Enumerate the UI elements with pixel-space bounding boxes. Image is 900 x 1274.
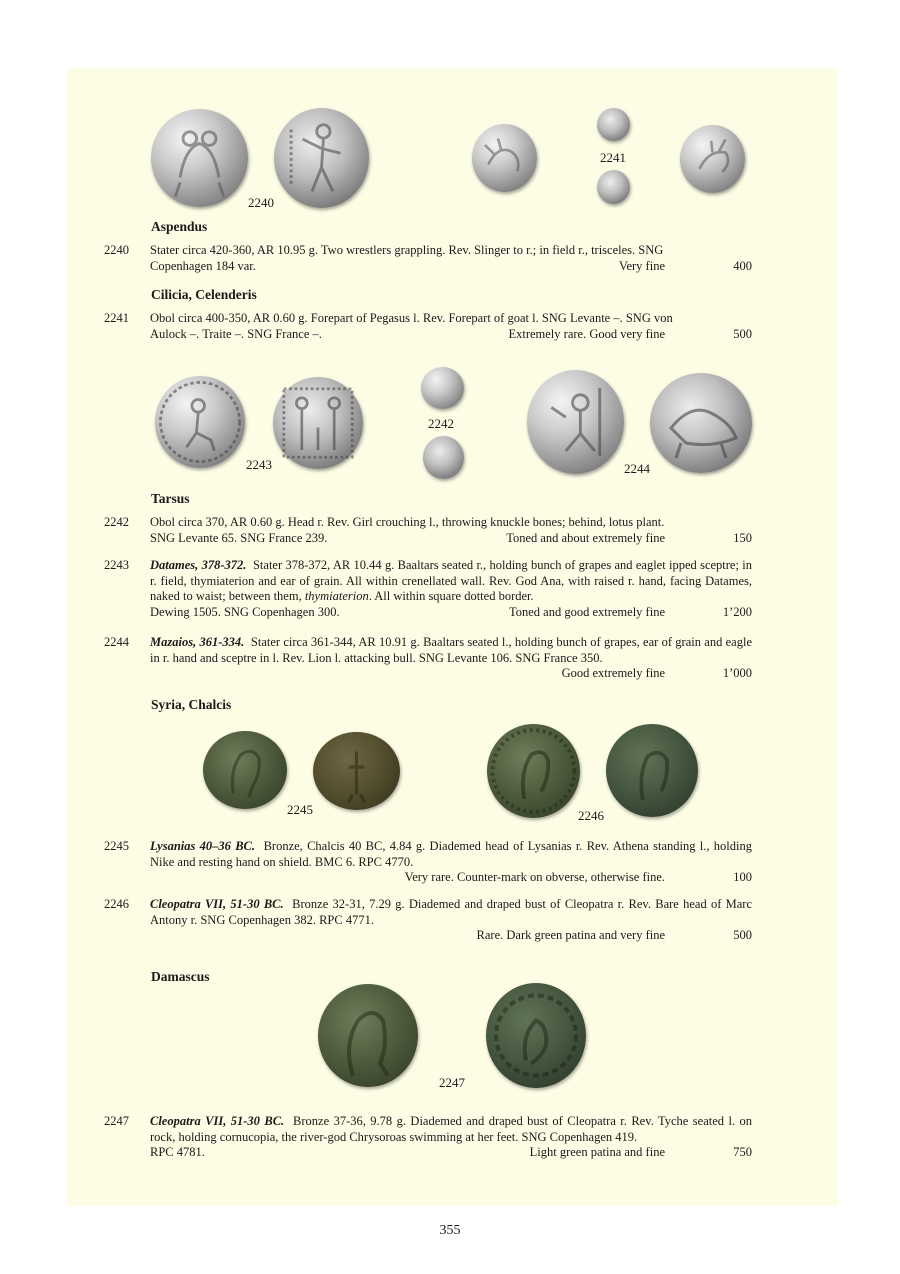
lot-grade: Toned and good extremely fine [508,604,665,619]
lot-price: 1’000 [722,666,752,680]
lot-price: 500 [733,326,752,341]
coin-2241-small-reverse [597,170,630,204]
lot-grade: Toned and about extremely fine [506,530,665,545]
coin-2244-obverse [527,370,624,474]
lot-reference: Dewing 1505. SNG Copenhagen 300. [150,604,340,619]
lot-reference: RPC 4781. [150,1145,205,1159]
coin-2245-reverse [313,732,400,810]
lot-number: 2244 [104,635,129,649]
coin-2240-reverse [274,108,369,208]
lot-reference: Copenhagen 184 var. [150,258,256,273]
lot-ruler: Mazaios, 361-334. [150,635,245,649]
coin-2247-obverse [318,984,418,1087]
lot-description: Stater circa 420-360, AR 10.95 g. Two wrestlers grappling. Rev. Slinger to r.; in field r., trisceles. SNG [150,243,664,257]
lot-price: 500 [733,928,752,942]
section-heading-tarsus: Tarsus [151,491,190,506]
lot-number: 2241 [104,311,129,325]
lot-description: Obol circa 370, AR 0.60 g. Head r. Rev. Girl crouching l., throwing knuckle bones; behind, lotus plant. [150,515,665,529]
lot-price: 400 [733,258,752,273]
lot-price: 150 [733,530,752,545]
coin-2241-large-obverse [472,124,537,192]
coin-2243-reverse [273,377,363,469]
coin-2246-reverse [606,724,698,817]
lot-number: 2245 [104,839,129,853]
lot-description: Lysanias 40–36 BC. Bronze, Chalcis 40 BC, 4.84 g. Diademed head of Lysanias r. Rev. Athena standing l., holding Nike and resting hand on shield. BMC 6. RPC 4770. [150,839,752,869]
plate-label-2244: 2244 [624,461,650,476]
section-heading-aspendus: Aspendus [151,219,208,234]
section-heading-damascus: Damascus [151,969,210,984]
plate-label-2243: 2243 [246,457,272,472]
plate-label-2240: 2240 [248,195,274,210]
plate-label-2241: 2241 [600,150,626,165]
lot-grade: Good extremely fine [561,666,665,680]
lot-description: Cleopatra VII, 51-30 BC. Bronze 37-36, 9.78 g. Diademed and draped bust of Cleopatra r. Rev. Tyche seated l. on rock, holding cornucopia, the river-god Chrysoroas swimming at her feet. SNG Copenhagen 419. [150,1114,752,1144]
coin-2244-reverse [650,373,752,473]
coin-2246-obverse [487,724,580,818]
plate-label-2242: 2242 [428,416,454,431]
plate-label-2247: 2247 [439,1075,465,1090]
lot-price: 750 [733,1145,752,1159]
lot-ruler: Datames, 378-372. [150,558,247,572]
section-heading-chalcis: Syria, Chalcis [151,697,232,712]
lot-grade: Extremely rare. Good very fine [508,326,665,341]
lot-reference: SNG Levante 65. SNG France 239. [150,530,328,545]
lot-reference: Aulock –. Traite –. SNG France –. [150,326,322,341]
lot-description: Mazaios, 361-334. Stater circa 361-344, AR 10.91 g. Baaltars seated l., holding bunch of grapes, ear of grain and eagle in r. hand and sceptre in l. Rev. Lion l. attacking bull. SNG Levante 106. SNG France 350. [150,635,753,665]
lot-grade: Very rare. Counter-mark on obverse, otherwise fine. [404,870,665,884]
lot-grade: Rare. Dark green patina and very fine [476,928,665,942]
section-heading-celenderis: Cilicia, Celenderis [151,287,257,302]
lot-description: Datames, 378-372. Stater 378-372, AR 10.44 g. Baaltars seated r., holding bunch of grapes and eaglet ipped sceptre; in r. field, thymiaterion and ear of grain. All within crenellated wall. Rev. God Ana, with raised r. hand, facing Datames, naked to waist; between them, thymiaterion. All within square dotted border. [150,558,752,603]
lot-price: 100 [733,870,752,884]
coin-2242-obverse [421,367,464,409]
lot-ruler: Cleopatra VII, 51-30 BC. [150,897,284,911]
coin-2240-obverse [151,109,248,207]
lot-grade: Light green patina and fine [529,1145,665,1159]
coin-2241-small-obverse [597,108,630,141]
lot-description: Obol circa 400-350, AR 0.60 g. Forepart of Pegasus l. Rev. Forepart of goat l. SNG Levante –. SNG von [150,311,673,325]
page-number: 355 [439,1223,461,1238]
lot-description: Cleopatra VII, 51-30 BC. Bronze 32-31, 7.29 g. Diademed and draped bust of Cleopatra r. Rev. Bare head of Marc Antony r. SNG Copenhagen 382. RPC 4771. [150,897,752,927]
coin-2242-reverse [423,436,464,479]
coin-2245-obverse [203,731,287,809]
lot-number: 2247 [104,1114,129,1128]
coin-2241-large-reverse [680,125,745,193]
coin-2243-obverse [155,376,245,468]
lot-grade: Very fine [618,258,665,273]
lot-ruler: Lysanias 40–36 BC. [150,839,255,853]
lot-ruler: Cleopatra VII, 51-30 BC. [150,1114,285,1128]
lot-italic-term: thymiaterion [304,589,369,603]
plate-label-2245: 2245 [287,802,313,817]
lot-number: 2242 [104,515,129,529]
lot-number: 2243 [104,558,129,572]
lot-price: 1’200 [722,604,752,619]
plate-label-2246: 2246 [578,808,604,823]
lot-number: 2240 [104,243,129,257]
coin-2247-reverse [486,983,586,1088]
lot-number: 2246 [104,897,129,911]
